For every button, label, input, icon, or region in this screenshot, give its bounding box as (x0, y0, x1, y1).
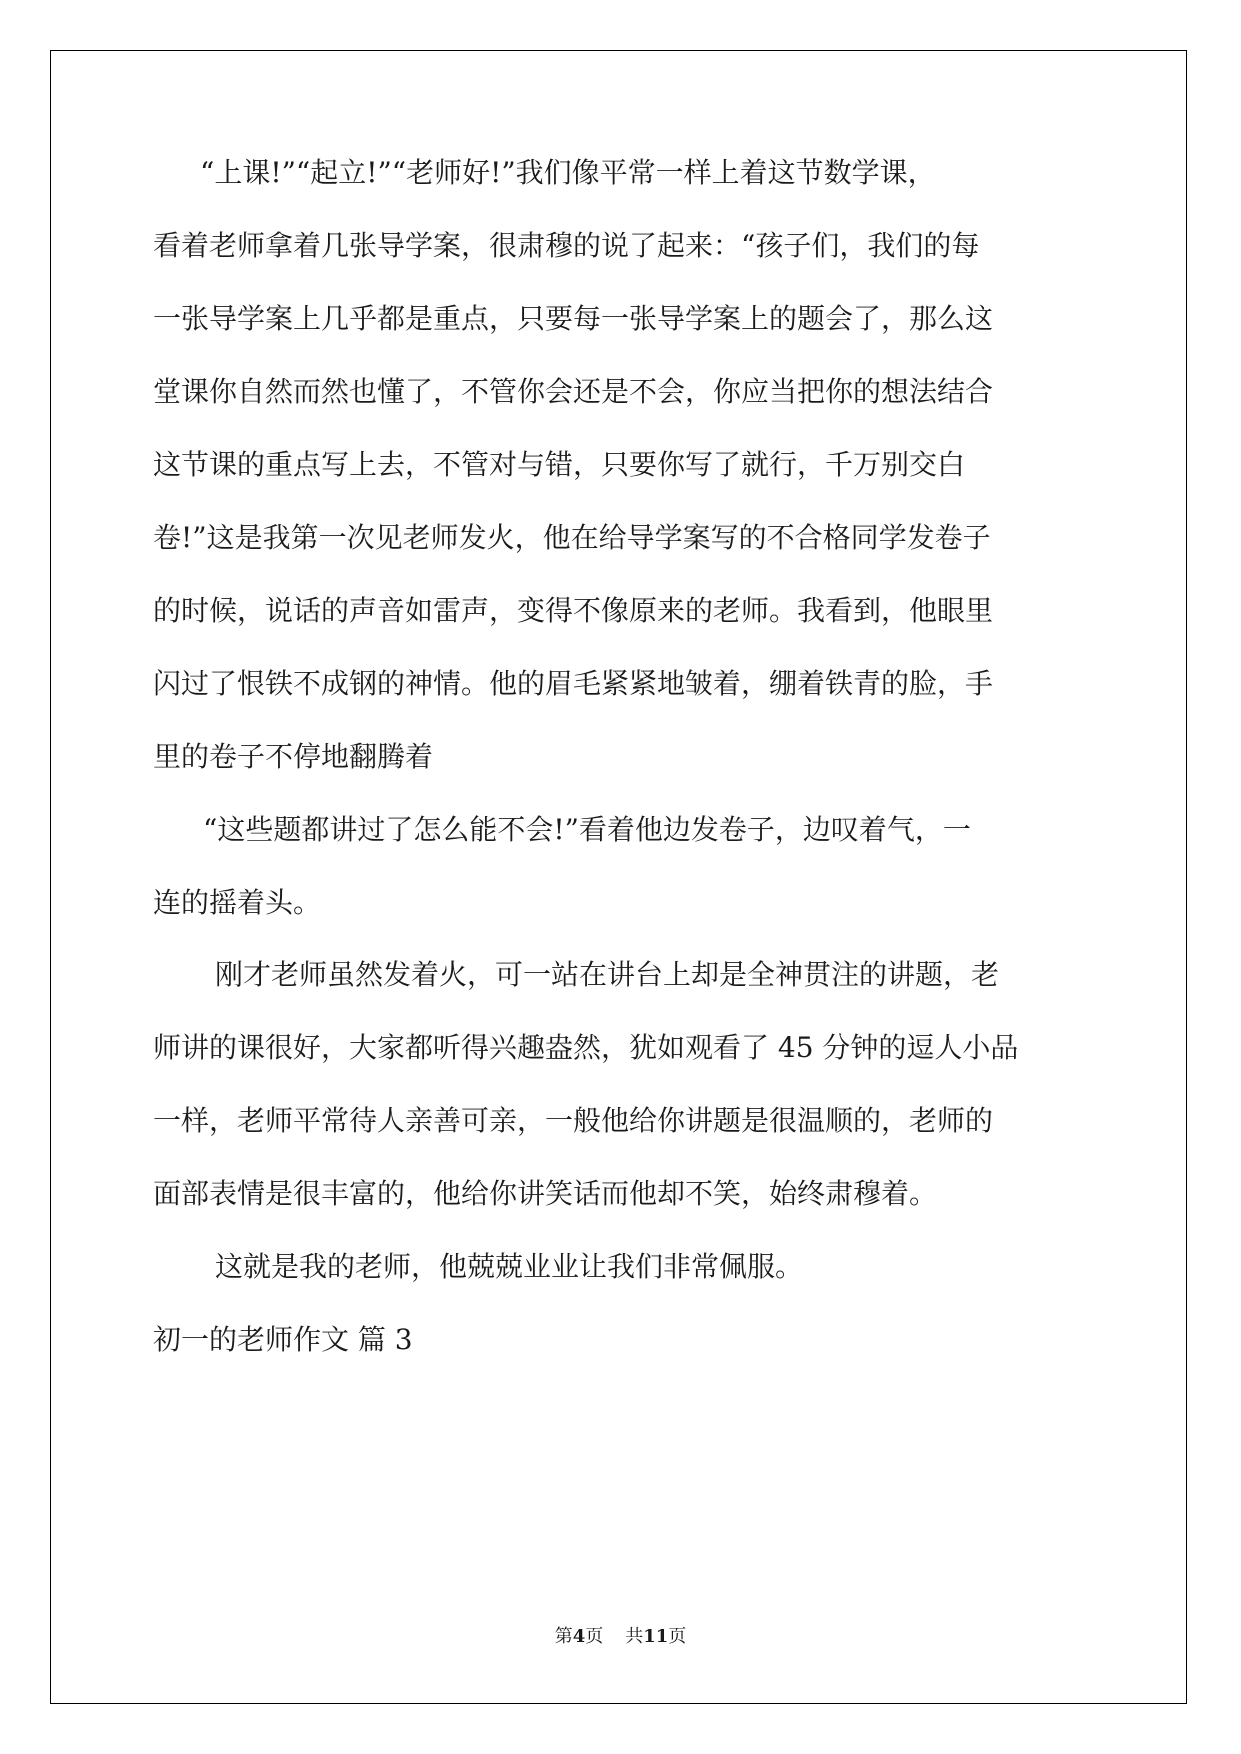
paragraph-3-line-1: 刚才老师虽然发着火，可一站在讲台上却是全神贯注的讲题，老 (215, 958, 1000, 991)
paragraph-3-line-4: 面部表情是很丰富的，他给你讲笑话而他却不笑，始终肃穆着。 (153, 1177, 938, 1210)
paragraph-2-line-1: “这些题都讲过了怎么能不会!”看着他边发卷子，边叹着气，一 (203, 813, 971, 846)
paragraph-1-line-5: 这节课的重点写上去，不管对与错，只要你写了就行，千万别交白 (153, 448, 966, 481)
footer-page-number: 4 (572, 1626, 586, 1647)
page-footer (0, 1625, 1241, 1649)
paragraph-1-line-2: 看着老师拿着几张导学案，很肃穆的说了起来：“孩子们，我们的每 (153, 229, 980, 262)
paragraph-3-line-2: 师讲的课很好，大家都听得兴趣盎然，犹如观看了 45 分钟的逗人小品 (153, 1031, 1019, 1064)
paragraph-2-line-2: 连的摇着头。 (153, 886, 322, 919)
footer-total-pages: 11 (643, 1626, 669, 1647)
paragraph-1-line-1: “上课!”“起立!”“老师好!”我们像平常一样上着这节数学课， (200, 156, 936, 189)
footer-total-prefix: 共 (625, 1626, 644, 1647)
paragraph-1-line-7: 的时候，说话的声音如雷声，变得不像原来的老师。我看到，他眼里 (153, 594, 994, 627)
footer-page-prefix: 第 (554, 1626, 573, 1647)
footer-page-suffix: 页 (585, 1626, 604, 1647)
paragraph-1-line-3: 一张导学案上几乎都是重点，只要每一张导学案上的题会了，那么这 (153, 302, 994, 335)
page-border (50, 50, 1187, 1704)
paragraph-3-line-3: 一样，老师平常待人亲善可亲，一般他给你讲题是很温顺的，老师的 (153, 1104, 994, 1137)
paragraph-1-line-9: 里的卷子不停地翻腾着 (153, 740, 434, 773)
paragraph-4-line-1: 这就是我的老师，他兢兢业业让我们非常佩服。 (215, 1250, 804, 1283)
paragraph-1-line-8: 闪过了恨铁不成钢的神情。他的眉毛紧紧地皱着，绷着铁青的脸，手 (153, 667, 994, 700)
section-heading: 初一的老师作文 篇 3 (153, 1323, 413, 1356)
footer-total-suffix: 页 (668, 1626, 687, 1647)
paragraph-1-line-4: 堂课你自然而然也懂了，不管你会还是不会，你应当把你的想法结合 (153, 375, 994, 408)
paragraph-1-line-6: 卷!”这是我第一次见老师发火，他在给导学案写的不合格同学发卷子 (153, 521, 991, 554)
